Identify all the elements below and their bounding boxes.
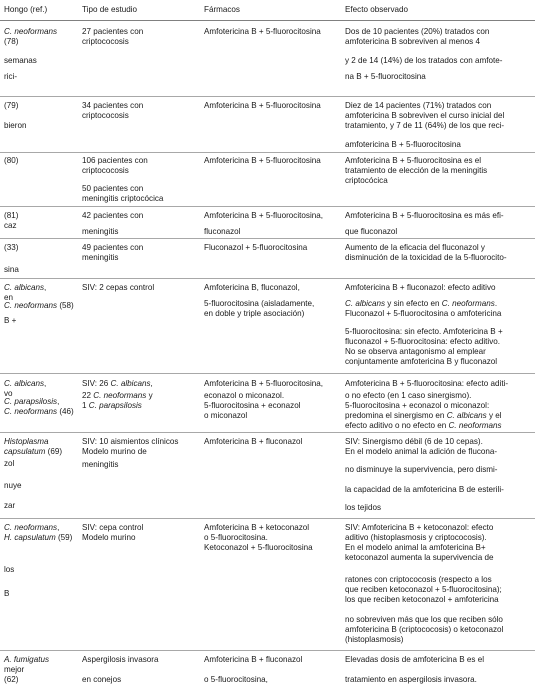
study-cell-line: en conejos bbox=[82, 675, 122, 684]
study-cell-line: 22 C. neoformans y bbox=[82, 391, 153, 400]
fungus-cell-line: (78) bbox=[4, 37, 19, 46]
fungus-cell-line: (33) bbox=[4, 243, 19, 252]
study-cell-line: meningitis bbox=[82, 253, 119, 262]
drugs-cell-line: econazol o miconazol. bbox=[204, 391, 285, 400]
effect-cell-line: amfotericina B + 5-fluorocitosina bbox=[345, 140, 461, 149]
effect-cell-line: (histoplasmosis) bbox=[345, 635, 404, 644]
effect-cell-line: Fluconazol + 5-fluorocitosina o amfotericina bbox=[345, 309, 502, 318]
effect-cell-line: predomina el sinergismo en C. albicans y el bbox=[345, 411, 502, 420]
effect-cell-line: que reciben ketoconazol + 5-fluorocitosina); bbox=[345, 585, 502, 594]
fungus-cell-line: los bbox=[4, 565, 15, 574]
effect-cell-line: efecto aditivo o no efecto en C. neoformans bbox=[345, 421, 502, 430]
row-divider bbox=[0, 96, 535, 97]
fungus-cell-line: semanas bbox=[4, 56, 37, 65]
organism-name: C. parapsilosis bbox=[4, 397, 58, 406]
effect-cell-line: En el modelo animal la adición de flucona- bbox=[345, 447, 498, 456]
fungus-cell-line: (80) bbox=[4, 156, 19, 165]
organism-name: capsulatum bbox=[4, 447, 46, 456]
effect-cell-line: SIV: Amfotericina B + ketoconazol: efecto bbox=[345, 523, 494, 532]
effect-cell-line: Elevadas dosis de amfotericina B es el bbox=[345, 655, 485, 664]
study-cell-line: SIV: 2 cepas control bbox=[82, 283, 155, 292]
effect-cell-line: En el modelo animal la amfotericina B+ bbox=[345, 543, 486, 552]
header-drugs: Fármacos bbox=[204, 5, 240, 14]
organism-name: C. albicans bbox=[345, 299, 386, 308]
effect-cell-line: y 2 de 14 (14%) de los tratados con amfote- bbox=[345, 56, 503, 65]
header-study: Tipo de estudio bbox=[82, 5, 138, 14]
effect-cell-line: aditivo (histoplasmosis y criptococosis). bbox=[345, 533, 487, 542]
organism-name: C. albicans bbox=[4, 283, 45, 292]
fungus-cell-line: vo bbox=[4, 389, 13, 398]
row-divider bbox=[0, 278, 535, 279]
organism-name: C. neoformans bbox=[441, 299, 495, 308]
fungus-cell-line: en bbox=[4, 293, 14, 302]
effect-cell-line: ketoconazol aumenta la supervivencia de bbox=[345, 553, 494, 562]
effect-cell-line: fluconazol + 5-fluorocitosina: efecto aditivo. bbox=[345, 337, 500, 346]
fungus-cell-line: C. parapsilosis, bbox=[4, 397, 60, 406]
row-divider bbox=[0, 373, 535, 374]
fungus-cell-line: bieron bbox=[4, 121, 27, 130]
effect-cell-line: tratamiento de elección de la meningitis bbox=[345, 166, 488, 175]
fungus-cell-line: C. neoformans (58) bbox=[4, 301, 74, 310]
fungus-cell-line: zar bbox=[4, 501, 16, 510]
effect-cell-line: los que reciben ketoconazol + amfotericina bbox=[345, 595, 499, 604]
effect-cell-line: 5-fluorocitosina: sin efecto. Amfotericina B + bbox=[345, 327, 503, 336]
effect-cell-line: o no efecto (en 1 caso sinergismo). bbox=[345, 391, 472, 400]
drugs-cell-line: Amfotericina B + ketoconazol bbox=[204, 523, 310, 532]
fungus-cell-line: C. albicans, bbox=[4, 379, 47, 388]
fungus-cell-line bbox=[4, 437, 49, 447]
effect-cell-line: tratamiento en aspergilosis invasora. bbox=[345, 675, 477, 684]
drugs-cell-line: o miconazol bbox=[204, 411, 248, 420]
effect-cell-line: Dos de 10 pacientes (20%) tratados con bbox=[345, 27, 490, 36]
study-cell-line: criptococosis bbox=[82, 37, 129, 46]
organism-name: Histoplasma bbox=[4, 437, 49, 446]
study-cell-line: 27 pacientes con bbox=[82, 27, 144, 36]
study-cell-line: Modelo murino bbox=[82, 533, 136, 542]
effect-cell-line: los tejidos bbox=[345, 503, 381, 512]
drugs-cell-line: fluconazol bbox=[204, 227, 241, 236]
drugs-cell-line: Ketoconazol + 5-fluorocitosina bbox=[204, 543, 313, 552]
effect-cell-line: Amfotericina B + 5-fluorocitosina es más efi- bbox=[345, 211, 504, 220]
study-cell-line: SIV: 26 C. albicans, bbox=[82, 379, 153, 388]
study-cell-line: 42 pacientes con bbox=[82, 211, 144, 220]
fungus-cell-line: C. neoformans (46) bbox=[4, 407, 74, 416]
effect-cell-line: SIV: Sinergismo débil (6 de 10 cepas). bbox=[345, 437, 483, 446]
study-cell-line: 50 pacientes con bbox=[82, 184, 144, 193]
organism-name: H. capsulatum bbox=[4, 533, 56, 542]
effect-cell-line: Amfotericina B + 5-fluorocitosina es el bbox=[345, 156, 482, 165]
study-cell-line: SIV: cepa control bbox=[82, 523, 144, 532]
organism-name: C. neoformans bbox=[4, 301, 58, 310]
drugs-cell-line: Amfotericina B + 5-fluorocitosina, bbox=[204, 379, 323, 388]
fungus-cell-line: nuye bbox=[4, 481, 22, 490]
study-cell-line: 1 C. parapsilosis bbox=[82, 401, 142, 410]
fungus-cell-line: B + bbox=[4, 316, 17, 325]
study-cell-line: Modelo murino de bbox=[82, 447, 147, 456]
fungus-cell-line: sina bbox=[4, 265, 19, 274]
fungus-cell-line: C. neoformans, bbox=[4, 523, 60, 532]
fungus-cell-line: (62) bbox=[4, 675, 19, 684]
study-cell-line: 49 pacientes con bbox=[82, 243, 144, 252]
study-cell-line: 34 pacientes con bbox=[82, 101, 144, 110]
drugs-cell-line: Amfotericina B + 5-fluorocitosina bbox=[204, 101, 321, 110]
row-divider bbox=[0, 152, 535, 153]
row-divider bbox=[0, 238, 535, 239]
effect-cell-line: no sobreviven más que los que reciben sólo bbox=[345, 615, 503, 624]
effect-cell-line: Amfotericina B + 5-fluorocitosina: efecto aditi- bbox=[345, 379, 509, 388]
fungus-cell-line: mejor bbox=[4, 665, 25, 674]
effect-cell-line: ratones con criptococosis (respecto a los bbox=[345, 575, 492, 584]
effect-cell-line: amfotericina B sobreviven al menos 4 bbox=[345, 37, 480, 46]
study-cell-line: criptococosis bbox=[82, 111, 129, 120]
effect-cell-line: la capacidad de la amfotericina B de esterili- bbox=[345, 485, 504, 494]
fungus-cell-line: capsulatum (69) bbox=[4, 447, 63, 456]
effect-cell-line: criptocócica bbox=[345, 176, 388, 185]
fungus-cell-line: (79) bbox=[4, 101, 19, 110]
organism-name: C. albicans bbox=[110, 379, 151, 388]
fungus-cell-line: C. albicans, bbox=[4, 283, 47, 292]
study-cell-line: meningitis bbox=[82, 460, 119, 469]
row-divider bbox=[0, 518, 535, 519]
effect-cell-line: Diez de 14 pacientes (71%) tratados con bbox=[345, 101, 492, 110]
organism-name: A. fumigatus bbox=[4, 655, 49, 664]
drugs-cell-line: 5-fluorocitosina + econazol bbox=[204, 401, 301, 410]
fungus-cell-line: B bbox=[4, 589, 10, 598]
fungus-cell-line bbox=[4, 27, 57, 37]
drugs-cell-line: Amfotericina B + fluconazol bbox=[204, 437, 303, 446]
fungus-cell-line: rici- bbox=[4, 72, 18, 81]
header-fungus: Hongo (ref.) bbox=[4, 5, 48, 14]
effect-cell-line: C. albicans y sin efecto en C. neoformans. bbox=[345, 299, 498, 308]
effect-cell-line: no disminuye la supervivencia, pero dismi- bbox=[345, 465, 498, 474]
organism-name: C. neoformans bbox=[4, 27, 58, 36]
effect-cell-line: disminución de la toxicidad de la 5-fluorocito- bbox=[345, 253, 507, 262]
drugs-cell-line: 5-fluorocitosina (aisladamente, bbox=[204, 299, 315, 308]
organism-name: C. neoformans bbox=[4, 407, 58, 416]
organism-name: C. albicans bbox=[446, 411, 487, 420]
drugs-cell-line: Amfotericina B + 5-fluorocitosina, bbox=[204, 211, 323, 220]
effect-cell-line: No se observa antagonismo al emplear bbox=[345, 347, 486, 356]
effect-cell-line: Amfotericina B + fluconazol: efecto aditivo bbox=[345, 283, 496, 292]
effect-cell-line: Aumento de la eficacia del fluconazol y bbox=[345, 243, 485, 252]
effect-cell-line: amfotericina B sobreviven el curso inicial del bbox=[345, 111, 505, 120]
organism-name: C. neoformans bbox=[93, 391, 147, 400]
study-cell-line: 106 pacientes con bbox=[82, 156, 148, 165]
header-effect: Efecto observado bbox=[345, 5, 408, 14]
row-divider bbox=[0, 432, 535, 433]
organism-name: C. albicans bbox=[4, 379, 45, 388]
effect-cell-line: 5-fluorocitosina + econazol o miconazol: bbox=[345, 401, 490, 410]
drugs-cell-line: Amfotericina B + 5-fluorocitosina bbox=[204, 156, 321, 165]
study-cell-line: meningitis bbox=[82, 227, 119, 236]
fungus-cell-line bbox=[4, 655, 49, 665]
drugs-cell-line: Fluconazol + 5-fluorocitosina bbox=[204, 243, 308, 252]
effect-cell-line: amfotericina B (criptococosis) o ketoconazol bbox=[345, 625, 504, 634]
organism-name: C. parapsilosis bbox=[88, 401, 142, 410]
drugs-cell-line: o 5-fluorocitosina. bbox=[204, 533, 268, 542]
organism-name: C. neoformans bbox=[4, 523, 58, 532]
drugs-cell-line: Amfotericina B + fluconazol bbox=[204, 655, 303, 664]
effect-cell-line: na B + 5-fluorocitosina bbox=[345, 72, 426, 81]
fungus-cell-line: (81) bbox=[4, 211, 19, 220]
row-divider bbox=[0, 650, 535, 651]
drugs-cell-line: Amfotericina B + 5-fluorocitosina bbox=[204, 27, 321, 36]
organism-name: C. neoformans bbox=[448, 421, 502, 430]
fungus-cell-line: H. capsulatum (59) bbox=[4, 533, 73, 542]
effect-cell-line: tratamiento, y 7 de 11 (64%) de los que reci- bbox=[345, 121, 505, 130]
drugs-cell-line: Amfotericina B, fluconazol, bbox=[204, 283, 300, 292]
drugs-cell-line: en doble y triple asociación) bbox=[204, 309, 305, 318]
row-divider bbox=[0, 206, 535, 207]
table-header bbox=[0, 0, 535, 21]
study-cell-line: SIV: 10 aismientos clínicos bbox=[82, 437, 179, 446]
study-cell-line: Aspergilosis invasora bbox=[82, 655, 159, 664]
effect-cell-line: conjuntamente amfotericina B y fluconazol bbox=[345, 357, 498, 366]
drugs-cell-line: o 5-fluorocitosina, bbox=[204, 675, 268, 684]
effect-cell-line: que fluconazol bbox=[345, 227, 398, 236]
study-cell-line: criptococosis bbox=[82, 166, 129, 175]
fungus-cell-line: zol bbox=[4, 459, 15, 468]
fungus-cell-line: caz bbox=[4, 221, 17, 230]
study-cell-line: meningitis criptocócica bbox=[82, 194, 164, 203]
